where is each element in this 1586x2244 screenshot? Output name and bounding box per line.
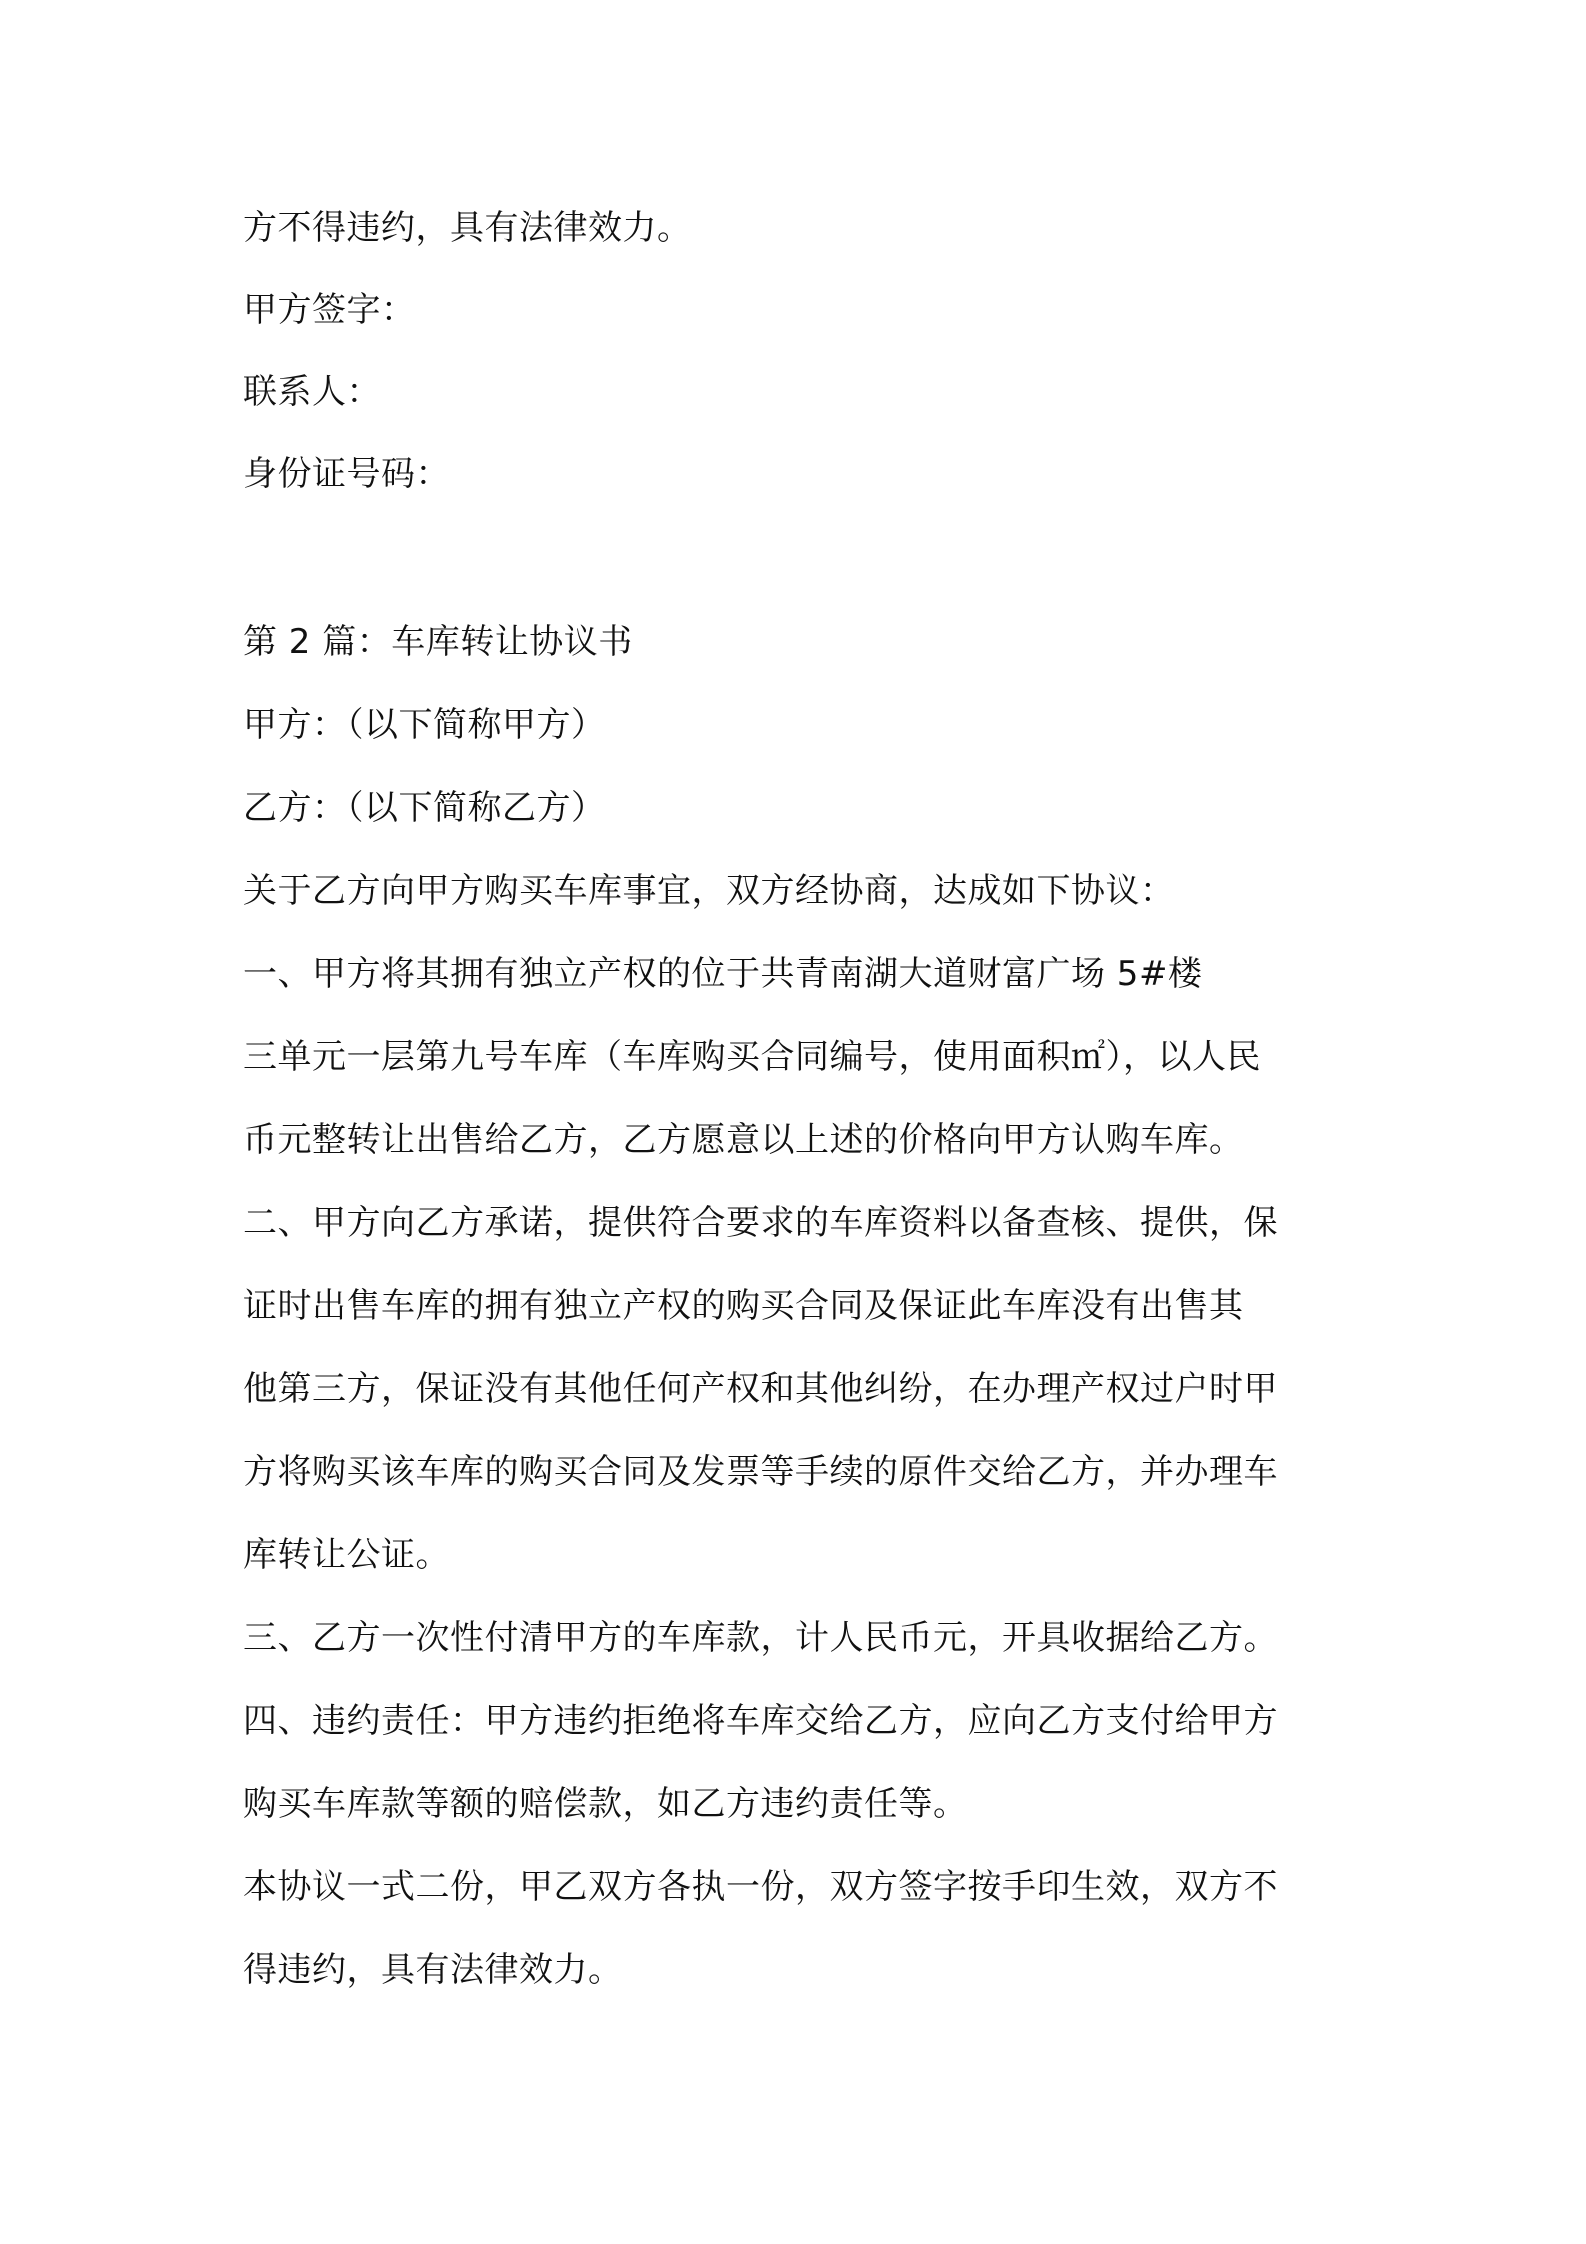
party-a-line: 甲方：（以下简称甲方） — [243, 705, 606, 745]
clause2-line: 库转让公证。 — [243, 1535, 450, 1575]
clause2-line: 他第三方，保证没有其他任何产权和其他纠纷，在办理产权过户时甲 — [243, 1369, 1278, 1409]
clause1-line: 一、甲方将其拥有独立产权的位于共青南湖大道财富广场 5#楼 — [243, 954, 1203, 994]
clause1-line: 币元整转让出售给乙方，乙方愿意以上述的价格向甲方认购车库。 — [243, 1120, 1244, 1160]
clause4-line: 四、违约责任：甲方违约拒绝将车库交给乙方，应向乙方支付给甲方 — [243, 1701, 1278, 1741]
contact-person-label: 联系人： — [243, 372, 381, 412]
closing-clause-line: 本协议一式二份，甲乙双方各执一份，双方签字按手印生效，双方不 — [243, 1867, 1278, 1907]
clause2-line: 二、甲方向乙方承诺，提供符合要求的车库资料以备查核、提供，保 — [243, 1203, 1278, 1243]
closing-clause-line: 得违约，具有法律效力。 — [243, 1950, 623, 1990]
clause4-line: 购买车库款等额的赔偿款，如乙方违约责任等。 — [243, 1784, 968, 1824]
article-heading: 第 2 篇：车库转让协议书 — [243, 622, 633, 662]
intro-line: 关于乙方向甲方购买车库事宜，双方经协商，达成如下协议： — [243, 871, 1175, 911]
clause1-line: 三单元一层第九号车库（车库购买合同编号，使用面积㎡），以人民 — [243, 1037, 1261, 1077]
clause2-line: 证时出售车库的拥有独立产权的购买合同及保证此车库没有出售其 — [243, 1286, 1244, 1326]
clause2-line: 方将购买该车库的购买合同及发票等手续的原件交给乙方，并办理车 — [243, 1452, 1278, 1492]
party-a-signature-label: 甲方签字： — [243, 290, 416, 330]
id-number-label: 身份证号码： — [243, 454, 450, 494]
closing-text: 方不得违约，具有法律效力。 — [243, 208, 692, 248]
clause3-line: 三、乙方一次性付清甲方的车库款，计人民币元，开具收据给乙方。 — [243, 1618, 1278, 1658]
party-b-line: 乙方：（以下简称乙方） — [243, 788, 606, 828]
